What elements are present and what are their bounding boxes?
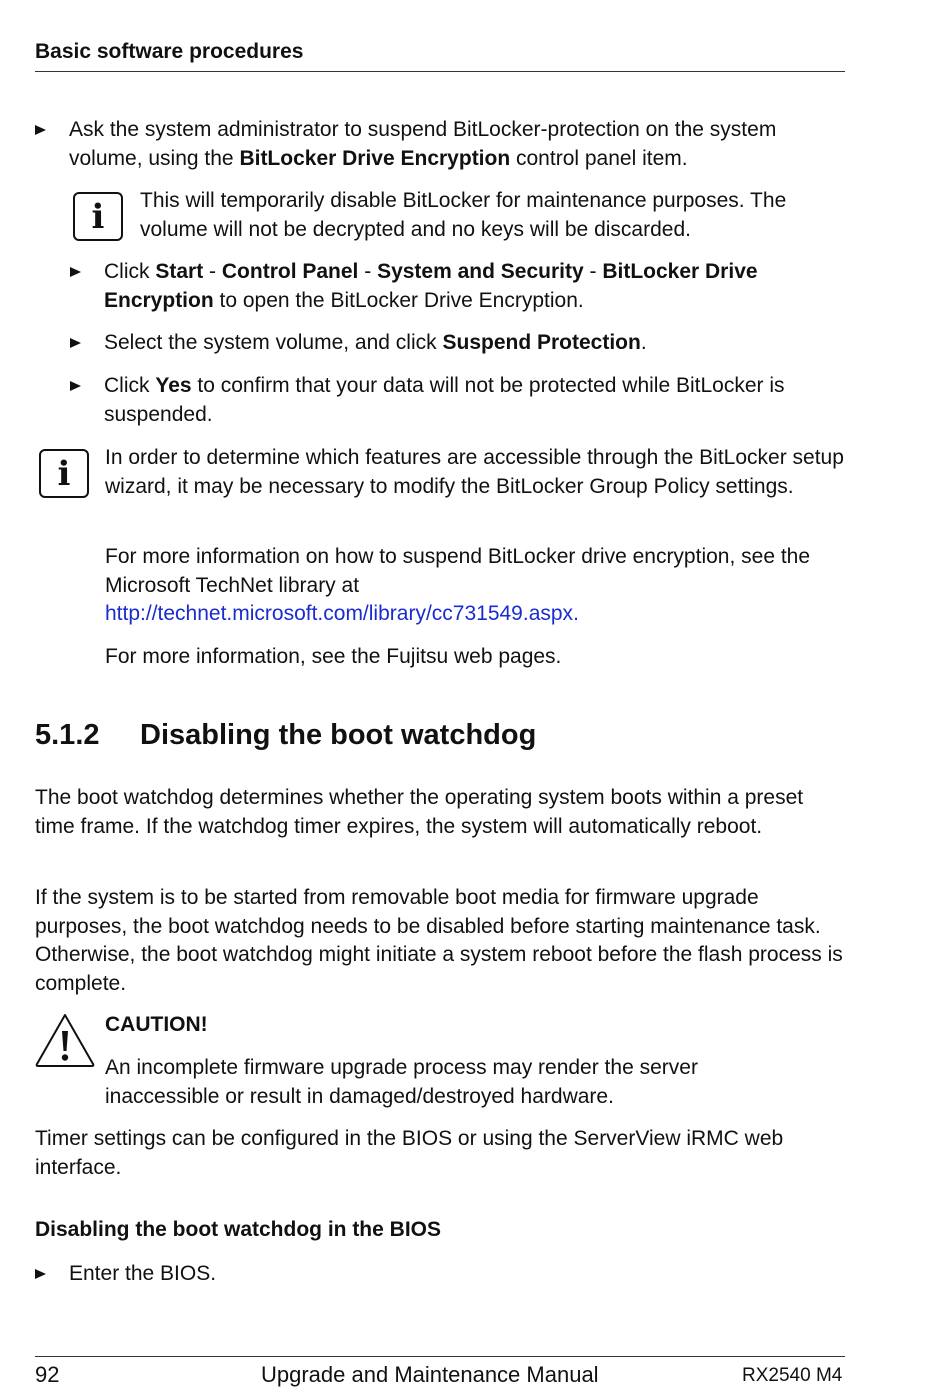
bullet-arrow-icon	[35, 125, 46, 135]
manual-title: Upgrade and Maintenance Manual	[261, 1362, 599, 1387]
text-run: to open the BitLocker Drive Encryption.	[213, 288, 584, 312]
note-text: In order to determine which features are accessible through the BitLocker setup wizard, it may be necessary to modify the BitLocker Group Policy settings.	[105, 446, 844, 498]
step-suspend-protection	[70, 329, 845, 358]
section-heading	[35, 717, 536, 753]
info-icon	[73, 192, 123, 241]
header-divider	[35, 71, 845, 72]
text-run: For more information on how to suspend BitLocker drive encryption, see the Microsoft TechNet library at	[105, 545, 811, 597]
text-run: to confirm that your data will not be protected while BitLocker is suspended.	[104, 374, 785, 426]
info-icon	[39, 449, 89, 498]
paragraph: Timer settings can be configured in the BIOS or using the ServerView iRMC web interface.	[35, 1127, 784, 1179]
step-enter-bios	[35, 1260, 845, 1289]
note-text: This will temporarily disable BitLocker for maintenance purposes. The volume will not be decrypted and no keys will be discarded.	[140, 189, 787, 241]
step-confirm-yes	[70, 372, 845, 429]
note-fujitsu: For more information, see the Fujitsu web pages.	[105, 645, 562, 668]
bullet-arrow-icon	[70, 338, 81, 348]
caution-text: An incomplete firmware upgrade process may render the server inaccessible or result in damaged/destroyed hardware.	[105, 1056, 698, 1108]
text-run: .	[573, 602, 579, 625]
note-more-info	[105, 543, 845, 629]
text-run: .	[640, 331, 647, 354]
text-run: -	[583, 260, 603, 283]
paragraph: If the system is to be started from removable boot media for firmware upgrade purposes, the boot watchdog needs to be disabled before starting maintenance task. Otherwise, the boot watchdog might initiate a system reboot before the flash process is complete.	[35, 886, 843, 995]
text-bold: BitLocker Drive Encryption	[239, 146, 511, 170]
text-bold: BitLocker Drive Encryption	[104, 260, 758, 312]
text-bold: System and Security	[377, 260, 584, 283]
step-text	[104, 258, 845, 315]
text-run: -	[203, 260, 222, 283]
text-bold: Suspend Protection	[442, 331, 641, 354]
section-title: Disabling the boot watchdog	[140, 719, 537, 751]
page-header-title: Basic software procedures	[35, 40, 304, 63]
step-text	[104, 329, 647, 358]
footer-divider	[35, 1356, 845, 1357]
text-run: -	[358, 260, 378, 283]
text-run: control panel item.	[510, 146, 688, 170]
step-text	[69, 116, 845, 173]
step-open-bitlocker	[70, 258, 845, 315]
product-model: RX2540 M4	[742, 1365, 843, 1386]
text-run: Click	[104, 374, 156, 397]
bullet-arrow-icon	[35, 1269, 46, 1279]
warning-icon	[34, 1012, 96, 1068]
section-number: 5.1.2	[35, 719, 100, 751]
caution-title: CAUTION!	[105, 1013, 208, 1036]
text-bold: Yes	[155, 374, 192, 397]
step-text: Enter the BIOS.	[69, 1262, 217, 1285]
text-run: Select the system volume, and click	[104, 331, 443, 354]
bullet-arrow-icon	[70, 267, 81, 277]
text-bold: Start	[155, 260, 204, 283]
step-text	[104, 372, 845, 429]
bullet-arrow-icon	[70, 381, 81, 391]
info-glyph: i	[91, 196, 105, 237]
technet-link[interactable]: http://technet.microsoft.com/library/cc731549.aspx	[105, 602, 574, 625]
subsection-heading: Disabling the boot watchdog in the BIOS	[35, 1218, 441, 1241]
text-bold: Control Panel	[221, 260, 359, 283]
step-suspend-bitlocker	[35, 116, 845, 173]
text-run: Ask the system administrator to suspend BitLocker-protection on the system volume, using the	[69, 118, 777, 170]
page-number: 92	[35, 1362, 60, 1387]
paragraph: The boot watchdog determines whether the operating system boots within a preset time frame. If the watchdog timer expires, the system will automatically reboot.	[35, 786, 804, 838]
info-glyph: i	[57, 453, 71, 494]
text-run: Click	[104, 260, 156, 283]
